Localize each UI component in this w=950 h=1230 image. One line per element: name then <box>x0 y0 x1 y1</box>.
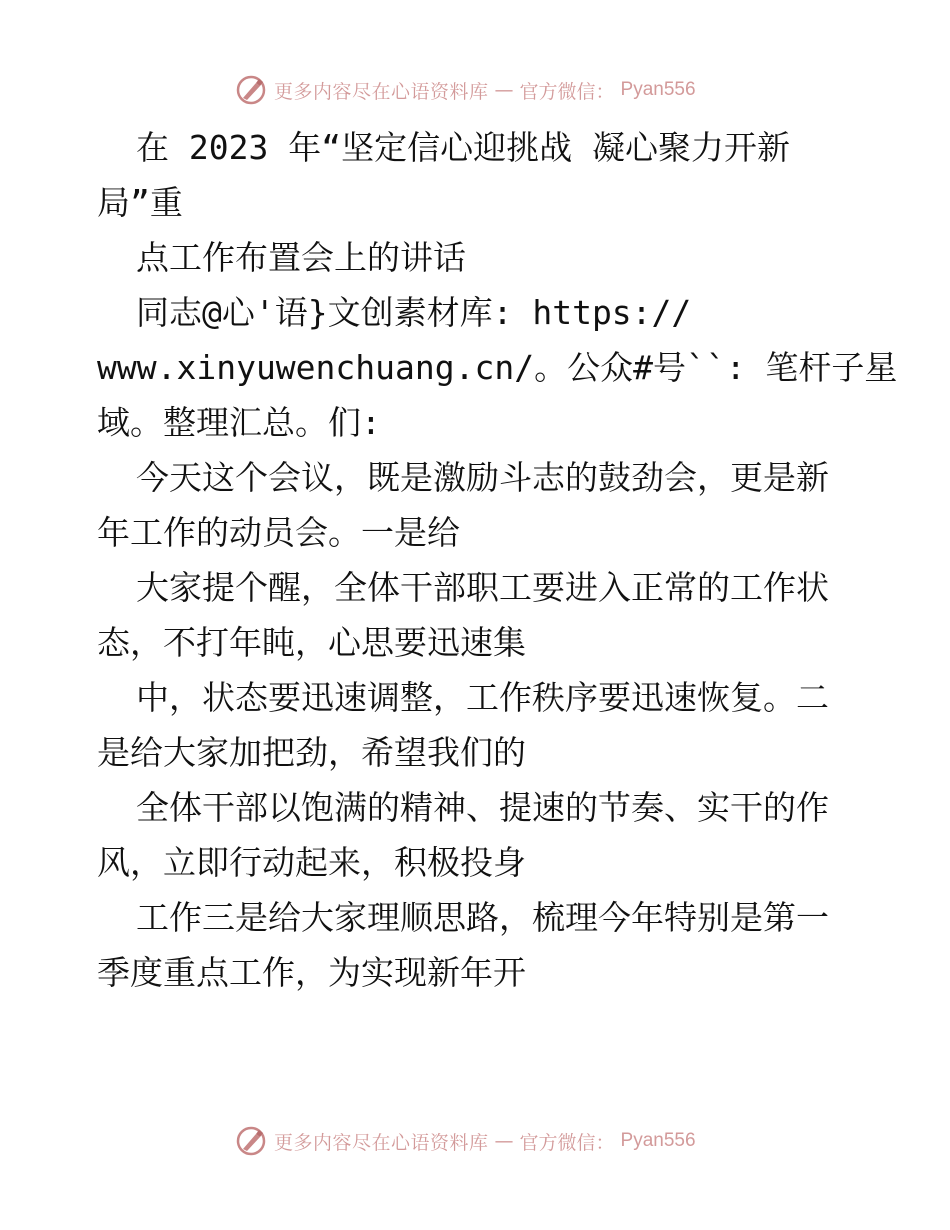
watermark-text: 更多内容尽在心语资料库 <box>274 80 489 103</box>
watermark-wechat-id: Pyan556 <box>620 79 696 100</box>
body-line: 风，立即行动起来，积极投身 <box>97 843 526 882</box>
speech-body <box>97 120 898 1000</box>
watermark-label: 官方微信： <box>519 80 615 103</box>
watermark-separator: — <box>494 1130 514 1152</box>
body-line: www.xinyuwenchuang.cn/。公众#号``: 笔杆子星 <box>97 348 898 387</box>
pen-logo-icon <box>234 1124 268 1158</box>
body-line: 在 2023 年“坚定信心迎挑战 凝心聚力开新 <box>136 128 790 167</box>
body-line: 域。整理汇总。们: <box>97 403 381 442</box>
pen-logo-icon <box>234 73 268 107</box>
header-watermark <box>234 72 696 108</box>
body-line: 今天这个会议，既是激励斗志的鼓劲会，更是新 <box>136 458 829 497</box>
body-line: 中，状态要迅速调整，工作秩序要迅速恢复。二 <box>136 678 829 717</box>
body-line: 点工作布置会上的讲话 <box>136 238 466 277</box>
watermark-separator: — <box>494 79 514 101</box>
watermark-text: 更多内容尽在心语资料库 <box>274 1131 489 1154</box>
body-line: 年工作的动员会。一是给 <box>97 513 460 552</box>
body-line: 工作三是给大家理顺思路，梳理今年特别是第一 <box>136 898 829 937</box>
body-line: 同志@心'语}文创素材库: https:// <box>136 293 692 332</box>
body-line: 大家提个醒，全体干部职工要进入正常的工作状 <box>136 568 829 607</box>
watermark-label: 官方微信： <box>519 1131 615 1154</box>
watermark-wechat-id: Pyan556 <box>620 1130 696 1151</box>
body-line: 是给大家加把劲，希望我们的 <box>97 733 526 772</box>
body-line: 季度重点工作，为实现新年开 <box>97 953 526 992</box>
footer-watermark <box>234 1123 696 1159</box>
body-line: 态，不打年盹，心思要迅速集 <box>97 623 526 662</box>
body-line: 局”重 <box>97 183 183 222</box>
body-line: 全体干部以饱满的精神、提速的节奏、实干的作 <box>136 788 829 827</box>
